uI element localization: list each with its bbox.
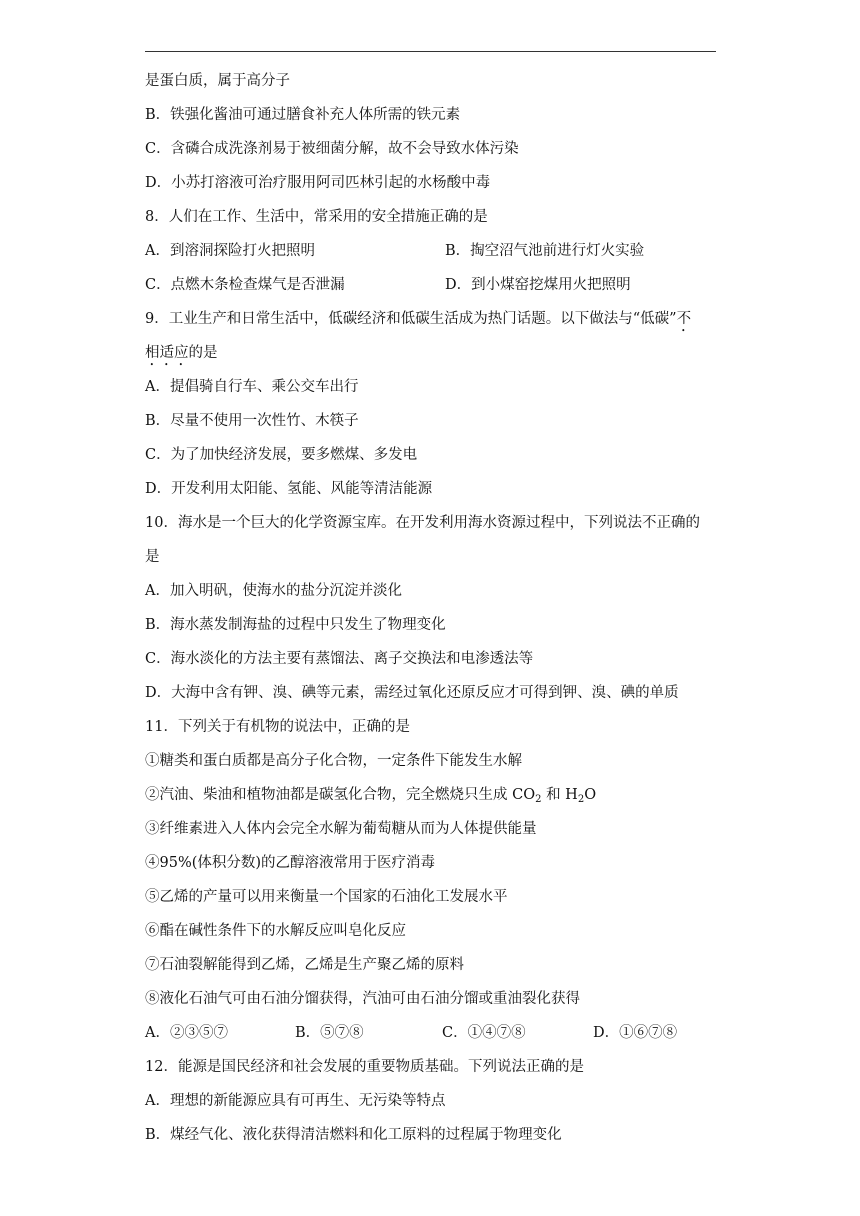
s2-text-a: ②汽油、柴油和植物油都是碳氢化合物，完全燃烧只生成 CO	[145, 787, 536, 803]
q9-option-d: D．开发利用太阳能、氢能、风能等清洁能源	[145, 481, 433, 497]
q10-stem-line1: 10．海水是一个巨大的化学资源宝库。在开发利用海水资源过程中，下列说法不正确的	[145, 515, 700, 531]
s2-text-b: 和 H	[541, 787, 578, 803]
q12-stem: 12．能源是国民经济和社会发展的重要物质基础。下列说法正确的是	[145, 1059, 584, 1075]
exam-page	[145, 64, 720, 1152]
q9-option-b: B．尽量不使用一次性竹、木筷子	[145, 413, 359, 429]
q10-option-a: A．加入明矾，使海水的盐分沉淀并淡化	[145, 583, 402, 599]
q7-option-c: C．含磷合成洗涤剂易于被细菌分解，故不会导致水体污染	[145, 141, 519, 157]
q11-option-d: D．①⑥⑦⑧	[593, 1025, 678, 1041]
q9-emphasis-1: 不	[676, 311, 692, 327]
q8-option-b: B．掏空沼气池前进行灯火实验	[445, 243, 645, 259]
q11-statement-2	[145, 778, 720, 812]
q10-option-c: C．海水淡化的方法主要有蒸馏法、离子交换法和电渗透法等	[145, 651, 534, 667]
q8-option-d: D．到小煤窑挖煤用火把照明	[445, 277, 631, 293]
q7-option-d: D．小苏打溶液可治疗服用阿司匹林引起的水杨酸中毒	[145, 175, 491, 191]
q7-continuation: 是蛋白质，属于高分子	[145, 73, 290, 89]
q11-option-b: B．⑤⑦⑧	[295, 1025, 364, 1041]
q9-stem-line2	[145, 336, 720, 370]
q11-statement-6: ⑥酯在碱性条件下的水解反应叫皂化反应	[145, 923, 406, 939]
q11-stem: 11．下列关于有机物的说法中，正确的是	[145, 719, 410, 735]
q9-stem-line1	[145, 302, 720, 336]
q12-option-b: B．煤经气化、液化获得清洁燃料和化工原料的过程属于物理变化	[145, 1127, 562, 1143]
q10-stem-line2: 是	[145, 549, 160, 565]
q10-option-b: B．海水蒸发制海盐的过程中只发生了物理变化	[145, 617, 446, 633]
q9-stem-end: 的是	[188, 345, 218, 361]
q9-stem-text: 9．工业生产和日常生活中，低碳经济和低碳生活成为热门话题。以下做法与“低碳”	[145, 311, 677, 327]
s2-subscript-1: 2	[535, 794, 542, 805]
q11-option-c: C．①④⑦⑧	[442, 1025, 526, 1041]
q11-statement-3: ③纤维素进入人体内会完全水解为葡萄糖从而为人体提供能量	[145, 821, 537, 837]
q11-statement-8: ⑧液化石油气可由石油分馏获得，汽油可由石油分馏或重油裂化获得	[145, 991, 580, 1007]
s2-text-c: O	[584, 787, 597, 803]
q8-stem: 8．人们在工作、生活中，常采用的安全措施正确的是	[145, 209, 488, 225]
q11-statement-1: ①糖类和蛋白质都是高分子化合物，一定条件下能发生水解	[145, 753, 522, 769]
q7-option-b: B．铁强化酱油可通过膳食补充人体所需的铁元素	[145, 107, 461, 123]
q8-options-row2	[145, 268, 720, 302]
q11-statement-5: ⑤乙烯的产量可以用来衡量一个国家的石油化工发展水平	[145, 889, 508, 905]
q11-options	[145, 1016, 720, 1050]
q8-option-c: C．点燃木条检查煤气是否泄漏	[145, 277, 345, 293]
q9-option-a: A．提倡骑自行车、乘公交车出行	[145, 379, 359, 395]
q11-statement-7: ⑦石油裂解能得到乙烯，乙烯是生产聚乙烯的原料	[145, 957, 464, 973]
q10-option-d: D．大海中含有钾、溴、碘等元素，需经过氧化还原反应才可得到钾、溴、碘的单质	[145, 685, 679, 701]
s2-subscript-2: 2	[577, 794, 585, 805]
header-rule	[145, 51, 716, 52]
q8-option-a: A．到溶洞探险打火把照明	[145, 243, 315, 259]
q12-option-a: A．理想的新能源应具有可再生、无污染等特点	[145, 1093, 446, 1109]
q9-option-c: C．为了加快经济发展，要多燃煤、多发电	[145, 447, 418, 463]
q11-statement-4: ④95%(体积分数)的乙醇溶液常用于医疗消毒	[145, 855, 436, 871]
q11-option-a: A．②③⑤⑦	[145, 1025, 228, 1041]
q9-emphasis-2: 相适应	[145, 345, 189, 361]
q8-options-row1	[145, 234, 720, 268]
